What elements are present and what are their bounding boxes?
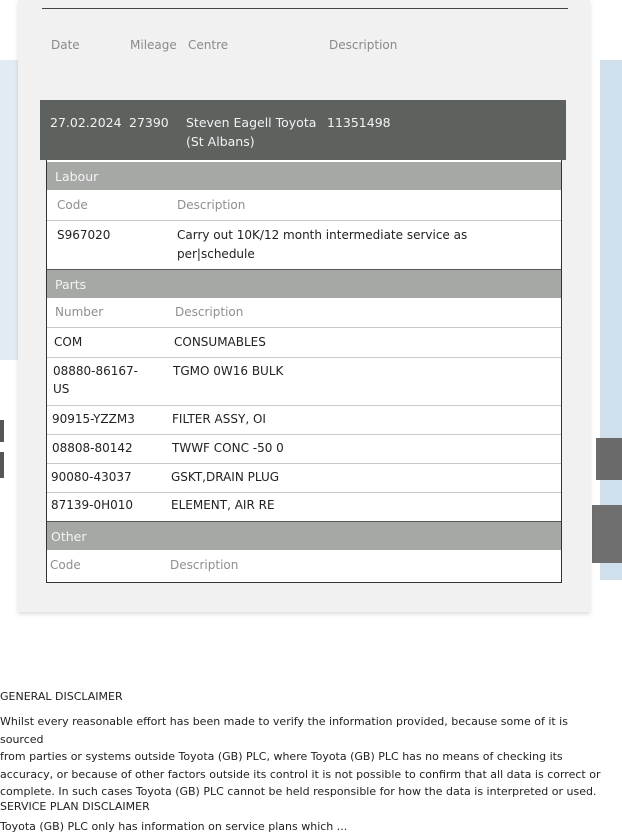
table-row: [47, 358, 561, 406]
record-centre-location: (St Albans): [186, 134, 255, 149]
background-grey-block: [592, 505, 622, 563]
parts-column-headers: [47, 298, 561, 328]
part-number: 90915-YZZM3: [52, 412, 135, 426]
labour-title: Labour: [55, 169, 99, 184]
background-blue-strip: [600, 60, 622, 580]
record-date: 27.02.2024: [50, 115, 122, 130]
disclaimer-line: from parties or systems outside Toyota (GB) PLC, where Toyota (GB) PLC has no means of checking its: [0, 750, 563, 763]
general-disclaimer-title: GENERAL DISCLAIMER: [0, 690, 123, 703]
service-plan-disclaimer-title: SERVICE PLAN DISCLAIMER: [0, 800, 150, 813]
part-number: 87139-0H010: [51, 498, 134, 512]
part-number-cont: US: [53, 382, 70, 396]
table-row: [47, 328, 561, 358]
part-description: TWWF CONC -50 0: [172, 441, 284, 455]
header-date: Date: [51, 38, 80, 52]
table-row: [47, 435, 561, 464]
labour-description-cont: per|schedule: [177, 247, 255, 261]
parts-title: Parts: [55, 277, 87, 292]
record-centre: Steven Eagell Toyota: [186, 115, 317, 130]
background-left-mark: [0, 420, 4, 442]
general-disclaimer-text: [0, 713, 610, 801]
part-number: 08880-86167-: [53, 364, 139, 378]
other-col-description: Description: [170, 558, 239, 572]
other-section-header: [47, 522, 561, 550]
background-left-mark: [0, 452, 4, 478]
table-row: [47, 221, 561, 270]
other-title: Other: [51, 529, 87, 544]
part-number: 08808-80142: [52, 441, 133, 455]
disclaimer-line: accuracy, or because of other factors outside its control it is not possible to confirm that all data is correct or: [0, 767, 601, 781]
header-description: Description: [329, 38, 398, 52]
parts-col-number: Number: [55, 305, 104, 319]
service-plan-disclaimer-text: Toyota (GB) PLC only has information on service plans which ...: [0, 820, 348, 833]
labour-section-header: [47, 162, 561, 190]
labour-col-code: Code: [57, 198, 88, 212]
table-row: [47, 493, 561, 522]
table-row: [47, 464, 561, 493]
divider: [42, 8, 568, 9]
labour-code: S967020: [57, 228, 111, 242]
labour-description: Carry out 10K/12 month intermediate service as: [177, 228, 468, 242]
part-number: COM: [54, 335, 83, 349]
part-description: ELEMENT, AIR RE: [171, 498, 275, 512]
part-description: CONSUMABLES: [174, 335, 266, 349]
disclaimer-line: Whilst every reasonable effort has been made to verify the information provided, because some of it is sourced: [0, 715, 568, 746]
service-record-header[interactable]: [40, 100, 566, 160]
record-mileage: 27390: [129, 115, 169, 130]
header-mileage: Mileage: [130, 38, 177, 52]
labour-column-headers: [47, 190, 561, 221]
background-grey-block: [596, 438, 622, 480]
part-description: TGMO 0W16 BULK: [173, 364, 284, 378]
disclaimer-line: complete. In such cases Toyota (GB) PLC cannot be held responsible for how the data is interpreted or used.: [0, 785, 597, 798]
parts-col-description: Description: [175, 305, 244, 319]
labour-col-description: Description: [177, 198, 246, 212]
header-centre: Centre: [188, 38, 229, 52]
other-column-headers: [47, 550, 561, 580]
part-description: FILTER ASSY, OI: [172, 412, 266, 426]
other-col-code: Code: [50, 558, 81, 572]
background-left-strip: [0, 60, 18, 360]
part-number: 90080-43037: [51, 470, 132, 484]
service-record-details: [46, 160, 562, 583]
table-row: [47, 406, 561, 435]
record-description: 11351498: [327, 115, 391, 130]
parts-section-header: [47, 270, 561, 298]
part-description: GSKT,DRAIN PLUG: [171, 470, 280, 484]
